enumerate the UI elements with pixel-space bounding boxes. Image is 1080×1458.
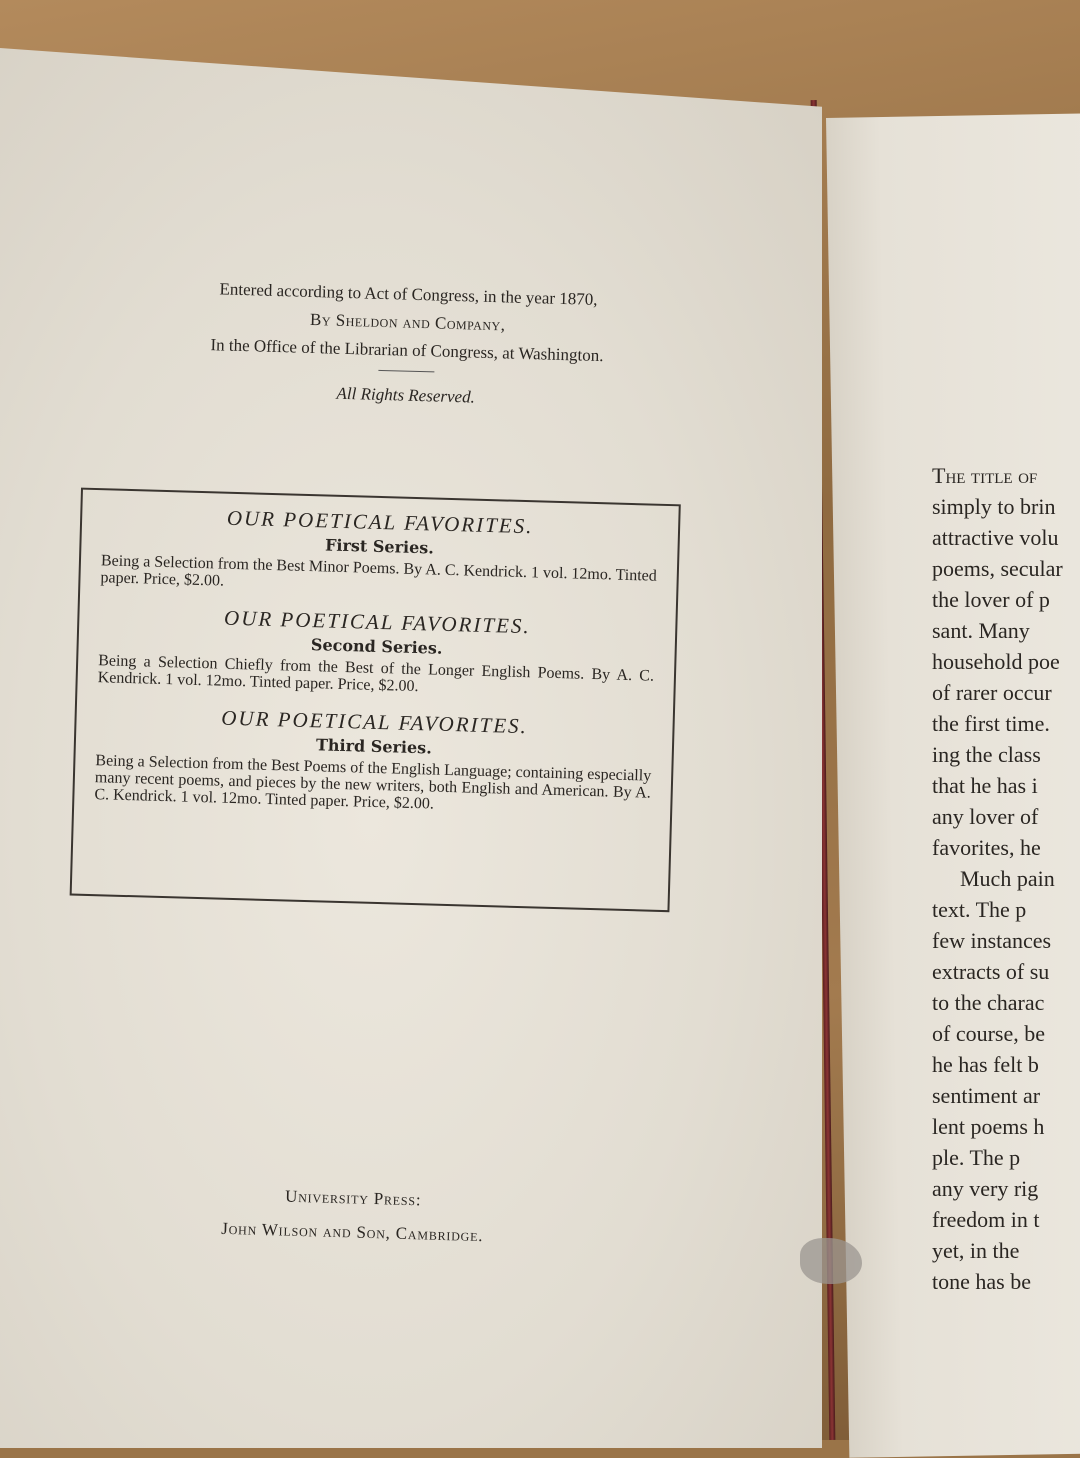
ad-series: Third Series. — [315, 735, 433, 758]
right-line: text. The p — [932, 897, 1027, 922]
right-line: ple. The p — [932, 1145, 1021, 1170]
right-line: the first time. — [932, 711, 1050, 736]
ad-description: Being a Selection from the Best Poems of the English Language; containing especially many recent poems, and pieces by the new writers, both English and American. By A. C. Kendrick. 1 vol. 12mo. Tinted paper. Price, $2.00. — [94, 752, 652, 813]
copyright-notice — [105, 272, 708, 418]
right-line: Much pain — [960, 866, 1055, 891]
printer-imprint — [92, 1174, 614, 1256]
right-line: simply to brin — [932, 494, 1056, 519]
ad-title: OUR POETICAL FAVORITES. — [220, 705, 529, 739]
ad-title: OUR POETICAL FAVORITES. — [223, 605, 531, 639]
right-line: tone has be — [932, 1269, 1031, 1294]
right-line: any lover of — [932, 804, 1039, 829]
right-line: of course, be — [932, 1021, 1046, 1046]
copyright-line: Entered according to Act of Congress, in the year 1870, — [219, 279, 598, 309]
rights-reserved: All Rights Reserved. — [336, 383, 476, 407]
right-line: few instances — [932, 928, 1052, 953]
ad-entry — [94, 702, 653, 818]
press-location: John Wilson and Son, Cambridge. — [221, 1218, 484, 1246]
right-line: the lover of p — [932, 587, 1050, 612]
advertisement-box — [70, 488, 681, 913]
right-line: favorites, he — [932, 835, 1041, 860]
page-tear-mark — [800, 1238, 862, 1284]
right-line: yet, in the — [932, 1238, 1020, 1263]
right-line: poems, secular — [932, 556, 1063, 581]
ad-series: Second Series. — [310, 635, 443, 658]
ad-description: Being a Selection Chiefly from the Best of the Longer English Poems. By A. C. Kendrick. 1 vol. 12mo. Tinted paper. Price, $2.00. — [97, 652, 655, 696]
ad-description: Being a Selection from the Best Minor Poems. By A. C. Kendrick. 1 vol. 12mo. Tinted paper. Price, $2.00. — [100, 552, 658, 590]
ad-series: First Series. — [324, 535, 435, 558]
right-line: of rarer occur — [932, 680, 1052, 705]
right-line: attractive volu — [932, 525, 1059, 550]
press-name: University Press: — [284, 1186, 422, 1210]
right-line: he has felt b — [932, 1052, 1039, 1077]
right-line: to the charac — [932, 990, 1045, 1015]
right-page-text — [932, 460, 1080, 1297]
right-line: household poe — [932, 649, 1060, 674]
ad-entry — [97, 602, 655, 701]
right-line: freedom in t — [932, 1207, 1040, 1232]
right-line: any very rig — [932, 1176, 1039, 1201]
ad-entry — [100, 502, 658, 601]
publisher-line: By Sheldon and Company, — [309, 309, 506, 335]
copyright-office-line: In the Office of the Librarian of Congress, at Washington. — [210, 335, 604, 366]
right-line: that he has i — [932, 773, 1038, 798]
right-line: sentiment ar — [932, 1083, 1041, 1108]
right-line: lent poems h — [932, 1114, 1045, 1139]
right-line: extracts of su — [932, 959, 1050, 984]
right-line: sant. Many — [932, 618, 1030, 643]
ad-title: OUR POETICAL FAVORITES. — [226, 505, 534, 539]
divider-rule — [378, 370, 434, 373]
right-line: The title of — [932, 463, 1038, 488]
right-line: ing the class — [932, 742, 1041, 767]
